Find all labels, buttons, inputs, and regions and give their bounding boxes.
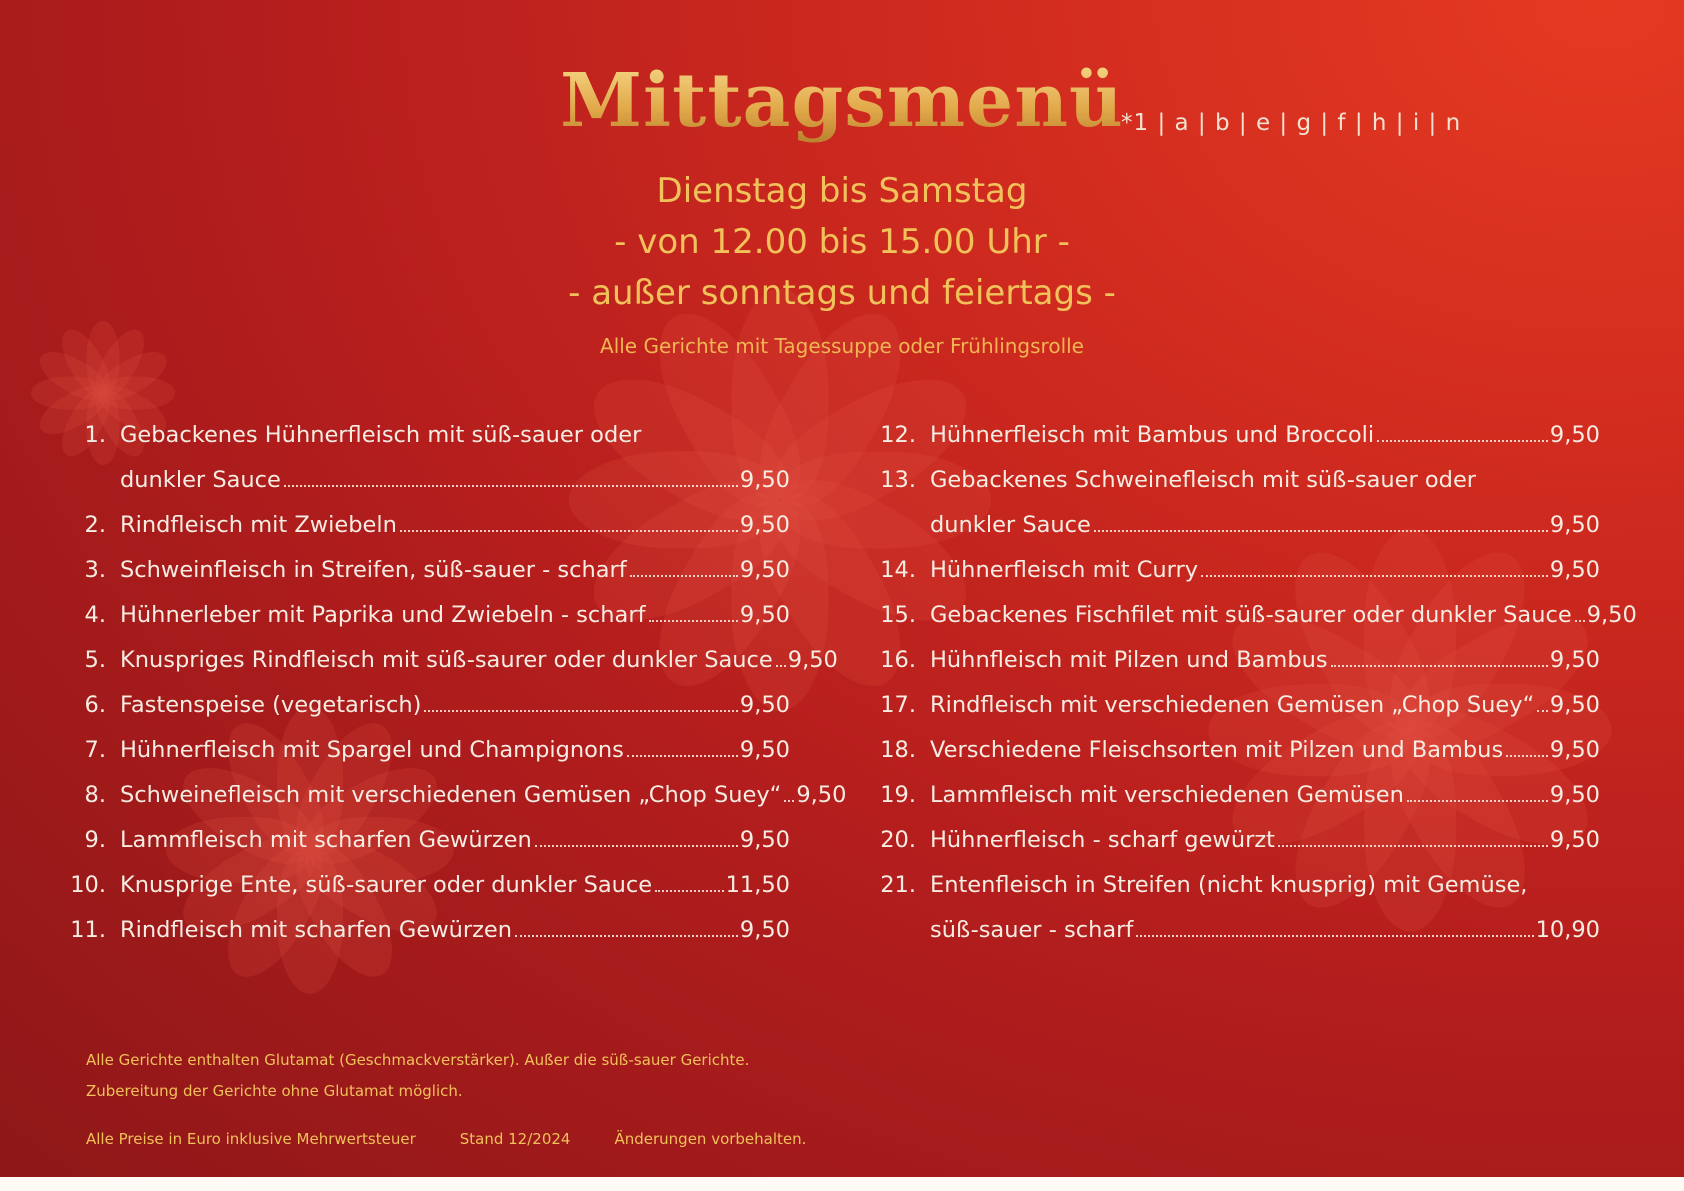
menu-item-name: Rindfleisch mit Zwiebeln — [120, 512, 397, 538]
menu-item-name: Hühnerfleisch mit Bambus und Broccoli — [930, 422, 1375, 448]
dot-leader — [1136, 935, 1533, 937]
glutamat-footnotes — [86, 1045, 749, 1107]
dot-leader — [515, 935, 738, 937]
opening-days: Dienstag bis Samstag — [656, 171, 1028, 211]
menu-item-number: 6. — [84, 692, 106, 718]
dot-leader — [1407, 800, 1548, 802]
menu-item-price: 9,50 — [739, 512, 790, 538]
menu-item-price: 9,50 — [1549, 512, 1600, 538]
menu-item-number: 2. — [84, 512, 106, 538]
menu-item-name: Lammfleisch mit scharfen Gewürzen — [120, 827, 532, 853]
menu-item-number: 19. — [880, 782, 916, 808]
menu-item-number: 11. — [70, 917, 106, 943]
menu-item-number: 12. — [880, 422, 916, 448]
dot-leader — [1377, 440, 1548, 442]
menu-item-name-line1: Gebackenes Schweinefleisch mit süß-sauer oder — [930, 467, 1477, 493]
dot-leader — [649, 620, 738, 622]
menu-item-name: Hühnerfleisch - scharf gewürzt — [930, 827, 1275, 853]
menu-item-number: 20. — [880, 827, 916, 853]
dot-leader — [1201, 575, 1548, 577]
menu-item — [62, 863, 790, 908]
menu-item-number: 17. — [880, 692, 916, 718]
changes-note: Änderungen vorbehalten. — [614, 1130, 807, 1148]
glutamat-option: Zubereitung der Gerichte ohne Glutamat möglich. — [86, 1082, 463, 1100]
menu-item — [62, 548, 790, 593]
menu-column-left — [62, 413, 847, 953]
menu-item-price: 9,50 — [739, 467, 790, 493]
menu-item — [872, 458, 1600, 548]
menu-item-name: dunkler Sauce — [120, 467, 281, 493]
menu-item-number: 10. — [70, 872, 106, 898]
menu-item-price: 10,90 — [1535, 917, 1600, 943]
menu-item-name-line1: Gebackenes Hühnerfleisch mit süß-sauer oder — [120, 422, 642, 448]
menu-item-name: Schweinfleisch in Streifen, süß-sauer - scharf — [120, 557, 627, 583]
menu-item — [62, 503, 790, 548]
menu-item-name: Rindfleisch mit verschiedenen Gemüsen „Chop Suey“ — [930, 692, 1535, 718]
menu-item — [62, 683, 790, 728]
menu-item-number: 18. — [880, 737, 916, 763]
opening-exception: - außer sonntags und feiertags - — [568, 273, 1116, 313]
menu-item-price: 9,50 — [739, 737, 790, 763]
menu-item — [872, 548, 1600, 593]
dot-leader — [424, 710, 737, 712]
menu-item-name: dunkler Sauce — [930, 512, 1091, 538]
menu-item-price: 9,50 — [1549, 737, 1600, 763]
menu-item-number: 14. — [880, 557, 916, 583]
menu-item — [872, 728, 1600, 773]
menu-item — [62, 593, 790, 638]
prices-note: Alle Preise in Euro inklusive Mehrwertsteuer — [86, 1130, 416, 1148]
page-bottom-edge — [0, 1177, 1684, 1191]
legal-footer — [86, 1130, 806, 1148]
menu-item-name: Hühnerfleisch mit Spargel und Champignons — [120, 737, 624, 763]
menu-item-name: Gebackenes Fischfilet mit süß-saurer oder dunkler Sauce — [930, 602, 1572, 628]
menu-item — [872, 638, 1600, 683]
menu-item — [62, 638, 838, 683]
menu-item-price: 9,50 — [1549, 782, 1600, 808]
menu-item — [872, 773, 1600, 818]
soup-note: Alle Gerichte mit Tagessuppe oder Frühlingsrolle — [600, 334, 1084, 358]
dot-leader — [627, 755, 738, 757]
allergen-codes: *1 | a | b | e | g | f | h | i | n — [1121, 110, 1462, 136]
menu-item-number: 9. — [84, 827, 106, 853]
menu-item — [62, 413, 790, 503]
dot-leader — [535, 845, 738, 847]
menu-item-price: 9,50 — [739, 827, 790, 853]
dot-leader — [1506, 755, 1548, 757]
flower-petal — [103, 377, 175, 410]
dot-leader — [1278, 845, 1548, 847]
menu-item-price: 9,50 — [1549, 422, 1600, 448]
menu-item-price: 9,50 — [1549, 647, 1600, 673]
menu-item-name: Schweinefleisch mit verschiedenen Gemüsen „Chop Suey“ — [120, 782, 782, 808]
menu-item-name: Rindfleisch mit scharfen Gewürzen — [120, 917, 513, 943]
menu-item-number: 16. — [880, 647, 916, 673]
menu-item — [62, 728, 790, 773]
dot-leader — [284, 485, 738, 487]
flower-petal — [31, 377, 103, 410]
menu-item-price: 9,50 — [1549, 557, 1600, 583]
menu-item-price: 9,50 — [1549, 692, 1600, 718]
menu-item — [62, 908, 790, 953]
page-title: Mittagsmenü — [560, 58, 1124, 144]
menu-item-number: 4. — [84, 602, 106, 628]
menu-item-name: Lammfleisch mit verschiedenen Gemüsen — [930, 782, 1404, 808]
menu-item — [872, 863, 1600, 953]
menu-item-price: 11,50 — [725, 872, 790, 898]
menu-item-name: Hühnerleber mit Paprika und Zwiebeln - scharf — [120, 602, 646, 628]
menu-item-price: 9,50 — [739, 557, 790, 583]
dot-leader — [776, 665, 786, 667]
dot-leader — [1094, 530, 1548, 532]
menu-item-name-line1: Entenfleisch in Streifen (nicht knusprig) mit Gemüse, — [930, 872, 1528, 898]
menu-item-price: 9,50 — [739, 917, 790, 943]
dot-leader — [1537, 710, 1548, 712]
menu-item-name: Verschiedene Fleischsorten mit Pilzen und Bambus — [930, 737, 1504, 763]
menu-item-number: 13. — [880, 467, 916, 493]
menu-item-price: 9,50 — [1586, 602, 1637, 628]
menu-item — [62, 818, 790, 863]
menu-item-number: 21. — [880, 872, 916, 898]
dot-leader — [630, 575, 738, 577]
menu-item-name: Knusprige Ente, süß-saurer oder dunkler Sauce — [120, 872, 653, 898]
opening-time: - von 12.00 bis 15.00 Uhr - — [614, 222, 1070, 262]
dot-leader — [655, 890, 723, 892]
menu-item-number: 15. — [880, 602, 916, 628]
dot-leader — [1331, 665, 1548, 667]
menu-item-price: 9,50 — [739, 692, 790, 718]
menu-item-name: Hühnerfleisch mit Curry — [930, 557, 1199, 583]
menu-item-price: 9,50 — [796, 782, 847, 808]
menu-item — [872, 413, 1600, 458]
menu-item-number: 8. — [84, 782, 106, 808]
dot-leader — [784, 800, 794, 802]
menu-item-name: Fastenspeise (vegetarisch) — [120, 692, 422, 718]
menu-item-price: 9,50 — [787, 647, 838, 673]
menu-item — [872, 593, 1637, 638]
menu-item-price: 9,50 — [739, 602, 790, 628]
menu-item — [872, 683, 1600, 728]
menu-item-number: 7. — [84, 737, 106, 763]
menu-item-name: Knuspriges Rindfleisch mit süß-saurer oder dunkler Sauce — [120, 647, 773, 673]
menu-item-price: 9,50 — [1549, 827, 1600, 853]
date-stamp: Stand 12/2024 — [459, 1130, 571, 1148]
menu-item-number: 3. — [84, 557, 106, 583]
menu-item — [872, 818, 1600, 863]
menu-item-number: 1. — [84, 422, 106, 448]
menu-item-name: Hühnfleisch mit Pilzen und Bambus — [930, 647, 1328, 673]
dot-leader — [400, 530, 738, 532]
menu-item — [62, 773, 847, 818]
menu-column-right — [872, 413, 1637, 953]
menu-item-number: 5. — [84, 647, 106, 673]
menu-item-name: süß-sauer - scharf — [930, 917, 1134, 943]
dot-leader — [1575, 620, 1585, 622]
glutamat-note: Alle Gerichte enthalten Glutamat (Geschmackverstärker). Außer die süß-sauer Gerichte. — [86, 1051, 750, 1069]
